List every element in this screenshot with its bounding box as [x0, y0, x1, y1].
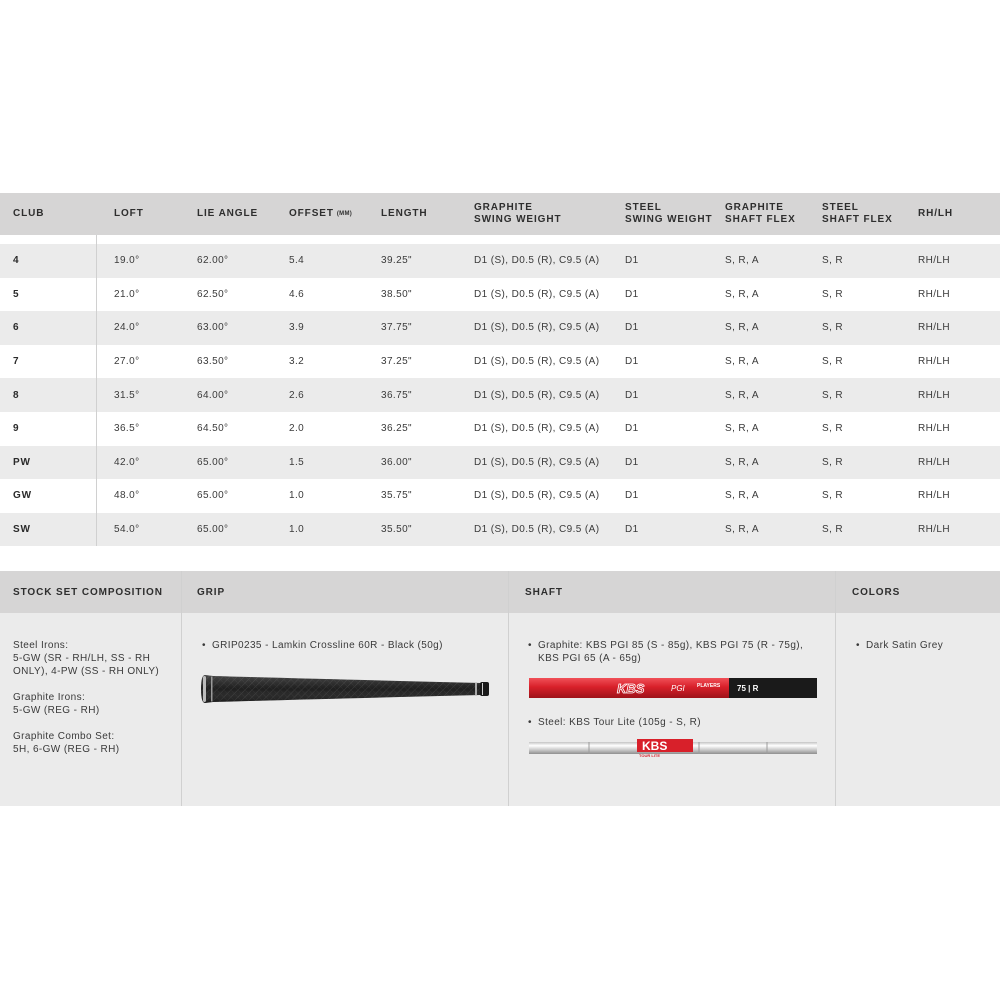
graphite-shaft-flex: 75 | R: [737, 684, 759, 693]
cell-steel-swing-weight: D1: [625, 524, 639, 536]
cell-steel-shaft-flex: S, R: [822, 356, 844, 368]
cell-lie-angle: 64.50°: [197, 423, 229, 435]
cell-lie-angle: 64.00°: [197, 389, 229, 401]
header-steel-swing-weight: STEEL SWING WEIGHT: [625, 202, 713, 225]
cell-offset: 1.5: [289, 456, 305, 468]
cell-graphite-swing-weight: D1 (S), D0.5 (R), C9.5 (A): [474, 524, 600, 536]
cell-graphite-swing-weight: D1 (S), D0.5 (R), C9.5 (A): [474, 288, 600, 300]
cell-steel-shaft-flex: S, R: [822, 456, 844, 468]
header-offset: OFFSET (MM): [289, 208, 353, 219]
specs-header-row: [0, 193, 1000, 235]
cell-graphite-shaft-flex: S, R, A: [725, 255, 759, 267]
graphite-combo-line: 5H, 6-GW (REG - RH): [13, 744, 120, 755]
header-rh-lh: RH/LH: [918, 208, 954, 219]
club-column-divider: [96, 235, 97, 546]
cell-loft: 42.0°: [114, 456, 140, 468]
table-row: [0, 345, 1000, 379]
cell-loft: 54.0°: [114, 524, 140, 536]
steel-irons-block: [13, 639, 178, 678]
cell-lie-angle: 62.50°: [197, 288, 229, 300]
header-club: CLUB: [13, 208, 45, 219]
cell-steel-shaft-flex: S, R: [822, 389, 844, 401]
cell-loft: 36.5°: [114, 423, 140, 435]
header-lie-angle: LIE ANGLE: [197, 208, 259, 219]
cell-length: 35.75": [381, 490, 412, 502]
cell-length: 36.00": [381, 456, 412, 468]
header-loft: LOFT: [114, 208, 144, 219]
cell-rh-lh: RH/LH: [918, 356, 951, 368]
cell-club: 6: [13, 322, 20, 334]
cell-offset: 3.9: [289, 322, 305, 334]
cell-length: 37.75": [381, 322, 412, 334]
table-row: [0, 278, 1000, 312]
cell-rh-lh: RH/LH: [918, 423, 951, 435]
cell-offset: 1.0: [289, 524, 305, 536]
cell-graphite-swing-weight: D1 (S), D0.5 (R), C9.5 (A): [474, 356, 600, 368]
cell-loft: 48.0°: [114, 490, 140, 502]
cell-offset: 2.0: [289, 423, 305, 435]
steel-shaft-image: [529, 736, 819, 760]
table-row: [0, 446, 1000, 480]
steel-shaft-brand: KBS: [642, 739, 668, 753]
cell-loft: 27.0°: [114, 356, 140, 368]
graphite-shaft-image: [529, 676, 819, 700]
table-row: [0, 479, 1000, 513]
graphite-shaft-line: • Graphite: KBS PGI 85 (S - 85g), KBS PGI 75 (R - 75g),: [538, 640, 804, 651]
steel-irons-title: Steel Irons:: [13, 640, 69, 651]
shaft-column: [508, 571, 836, 806]
cell-steel-swing-weight: D1: [625, 490, 639, 502]
graphite-combo-block: [13, 730, 178, 756]
cell-graphite-shaft-flex: S, R, A: [725, 288, 759, 300]
graphite-shaft-item: [538, 639, 830, 665]
cell-graphite-shaft-flex: S, R, A: [725, 423, 759, 435]
cell-club: 8: [13, 389, 20, 401]
cell-rh-lh: RH/LH: [918, 389, 951, 401]
cell-steel-swing-weight: D1: [625, 356, 639, 368]
grip-column: [181, 571, 509, 806]
cell-steel-shaft-flex: S, R: [822, 490, 844, 502]
graphite-shaft-brand: KBS: [617, 681, 645, 696]
graphite-irons-block: [13, 691, 178, 717]
cell-steel-swing-weight: D1: [625, 423, 639, 435]
cell-graphite-shaft-flex: S, R, A: [725, 322, 759, 334]
cell-rh-lh: RH/LH: [918, 255, 951, 267]
header-offset-unit: (MM): [336, 211, 353, 217]
cell-club: GW: [13, 490, 32, 502]
cell-steel-swing-weight: D1: [625, 389, 639, 401]
cell-lie-angle: 63.00°: [197, 322, 229, 334]
steel-shaft-item: • Steel: KBS Tour Lite (105g - S, R): [538, 716, 830, 729]
cell-rh-lh: RH/LH: [918, 322, 951, 334]
cell-rh-lh: RH/LH: [918, 288, 951, 300]
table-row: [0, 412, 1000, 446]
cell-lie-angle: 65.00°: [197, 524, 229, 536]
specs-body: [0, 244, 1000, 546]
cell-graphite-shaft-flex: S, R, A: [725, 356, 759, 368]
cell-rh-lh: RH/LH: [918, 456, 951, 468]
cell-lie-angle: 65.00°: [197, 456, 229, 468]
colors-column: [835, 571, 1000, 806]
stock-set-heading: STOCK SET COMPOSITION: [13, 586, 163, 598]
cell-length: 37.25": [381, 356, 412, 368]
stock-set-column: [0, 571, 181, 806]
cell-graphite-swing-weight: D1 (S), D0.5 (R), C9.5 (A): [474, 255, 600, 267]
cell-club: 9: [13, 423, 20, 435]
cell-graphite-shaft-flex: S, R, A: [725, 456, 759, 468]
cell-club: SW: [13, 524, 31, 536]
color-item: • Dark Satin Grey: [866, 639, 996, 652]
graphite-combo-title: Graphite Combo Set:: [13, 731, 115, 742]
cell-length: 39.25": [381, 255, 412, 267]
table-row: [0, 378, 1000, 412]
graphite-shaft-tag: PLAYERS: [697, 683, 721, 689]
table-row: [0, 513, 1000, 547]
cell-length: 36.25": [381, 423, 412, 435]
cell-steel-swing-weight: D1: [625, 255, 639, 267]
table-row: [0, 311, 1000, 345]
composition-section: [0, 571, 1000, 806]
cell-length: 36.75": [381, 389, 412, 401]
cell-loft: 19.0°: [114, 255, 140, 267]
cell-graphite-swing-weight: D1 (S), D0.5 (R), C9.5 (A): [474, 423, 600, 435]
steel-shaft-model: TOUR LITE: [639, 753, 661, 758]
cell-loft: 31.5°: [114, 389, 140, 401]
cell-lie-angle: 62.00°: [197, 255, 229, 267]
cell-club: 4: [13, 255, 20, 267]
cell-steel-swing-weight: D1: [625, 288, 639, 300]
cell-graphite-swing-weight: D1 (S), D0.5 (R), C9.5 (A): [474, 389, 600, 401]
cell-offset: 2.6: [289, 389, 305, 401]
cell-length: 35.50": [381, 524, 412, 536]
cell-graphite-swing-weight: D1 (S), D0.5 (R), C9.5 (A): [474, 322, 600, 334]
shaft-heading: SHAFT: [525, 586, 563, 598]
cell-graphite-shaft-flex: S, R, A: [725, 389, 759, 401]
cell-rh-lh: RH/LH: [918, 524, 951, 536]
cell-offset: 3.2: [289, 356, 305, 368]
cell-club: 5: [13, 288, 20, 300]
cell-steel-shaft-flex: S, R: [822, 524, 844, 536]
cell-offset: 4.6: [289, 288, 305, 300]
cell-length: 38.50": [381, 288, 412, 300]
grip-image: [199, 672, 493, 706]
grip-heading: GRIP: [197, 586, 226, 598]
graphite-irons-line: 5-GW (REG - RH): [13, 705, 100, 716]
cell-loft: 21.0°: [114, 288, 140, 300]
header-steel-shaft-flex: STEEL SHAFT FLEX: [822, 202, 893, 225]
cell-graphite-swing-weight: D1 (S), D0.5 (R), C9.5 (A): [474, 456, 600, 468]
cell-steel-swing-weight: D1: [625, 456, 639, 468]
header-length: LENGTH: [381, 208, 428, 219]
cell-graphite-swing-weight: D1 (S), D0.5 (R), C9.5 (A): [474, 490, 600, 502]
cell-club: PW: [13, 456, 31, 468]
cell-steel-swing-weight: D1: [625, 322, 639, 334]
cell-steel-shaft-flex: S, R: [822, 288, 844, 300]
table-row: [0, 244, 1000, 278]
header-graphite-swing-weight: GRAPHITE SWING WEIGHT: [474, 202, 562, 225]
cell-loft: 24.0°: [114, 322, 140, 334]
cell-steel-shaft-flex: S, R: [822, 322, 844, 334]
steel-irons-line: ONLY), 4-PW (SS - RH ONLY): [13, 666, 160, 677]
grip-item: • GRIP0235 - Lamkin Crossline 60R - Black (50g): [212, 639, 502, 652]
cell-graphite-shaft-flex: S, R, A: [725, 490, 759, 502]
specs-table: [0, 193, 1000, 546]
steel-irons-line: 5-GW (SR - RH/LH, SS - RH: [13, 653, 151, 664]
cell-steel-shaft-flex: S, R: [822, 255, 844, 267]
cell-lie-angle: 65.00°: [197, 490, 229, 502]
cell-steel-shaft-flex: S, R: [822, 423, 844, 435]
graphite-irons-title: Graphite Irons:: [13, 692, 86, 703]
cell-club: 7: [13, 356, 20, 368]
graphite-shaft-model: PGI: [671, 684, 685, 693]
header-graphite-shaft-flex: GRAPHITE SHAFT FLEX: [725, 202, 796, 225]
colors-heading: COLORS: [852, 586, 901, 598]
cell-graphite-shaft-flex: S, R, A: [725, 524, 759, 536]
cell-offset: 5.4: [289, 255, 305, 267]
cell-rh-lh: RH/LH: [918, 490, 951, 502]
graphite-shaft-line: KBS PGI 65 (A - 65g): [538, 653, 642, 664]
cell-offset: 1.0: [289, 490, 305, 502]
cell-lie-angle: 63.50°: [197, 356, 229, 368]
